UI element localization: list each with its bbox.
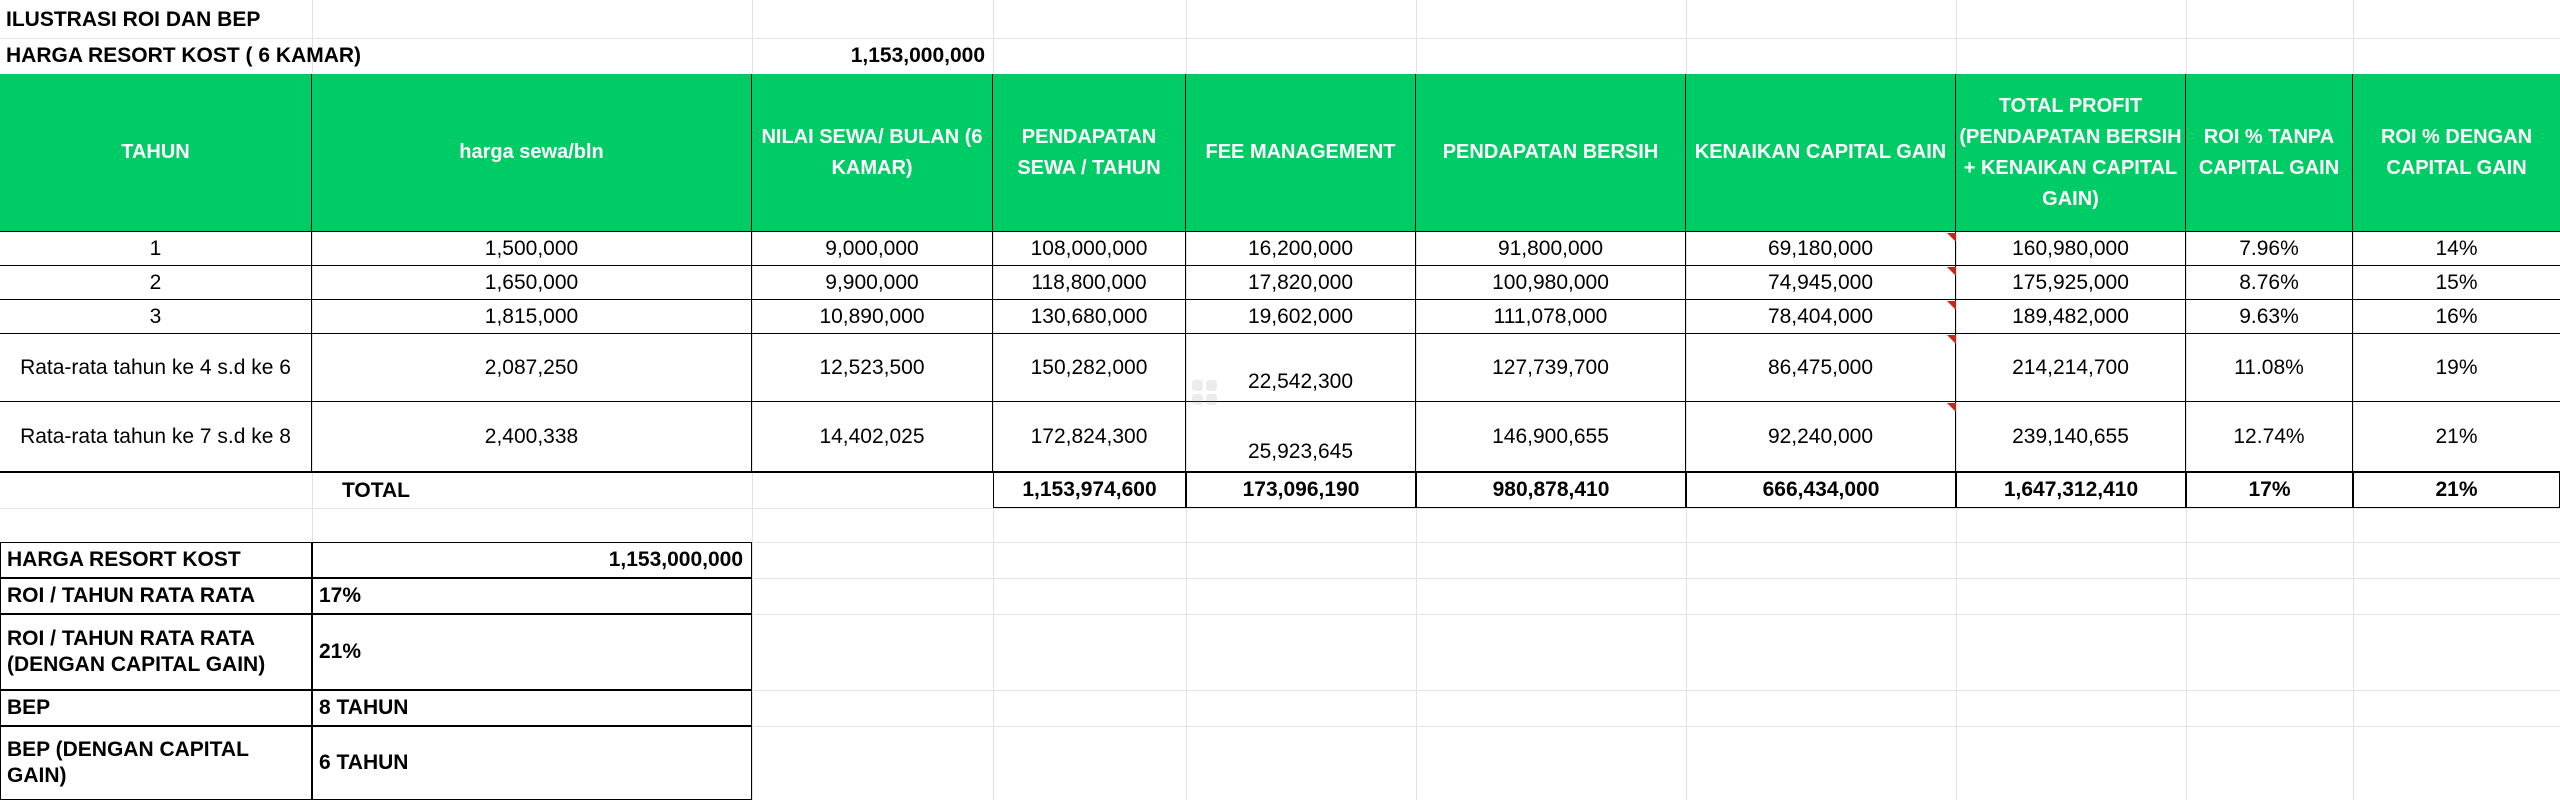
sheet-title[interactable]: ILUSTRASI ROI DAN BEP xyxy=(6,8,261,31)
summary-label[interactable]: BEP (DENGAN CAPITAL GAIN) xyxy=(0,726,312,800)
cell-nilai-sewa-bulan[interactable]: 10,890,000 xyxy=(752,300,993,334)
watermark-logo-icon xyxy=(1192,380,1218,406)
header-nilai-sewa-bulan[interactable]: NILAI SEWA/ BULAN (6 KAMAR) xyxy=(752,74,993,232)
total-roi-dengan[interactable]: 21% xyxy=(2353,472,2560,508)
cell-roi-tanpa-capital-gain[interactable]: 7.96% xyxy=(2186,232,2353,266)
header-harga-sewa-bln[interactable]: harga sewa/bln xyxy=(312,74,752,232)
header-pendapatan-bersih[interactable]: PENDAPATAN BERSIH xyxy=(1416,74,1686,232)
comment-marker-icon[interactable] xyxy=(1947,267,1956,276)
cell-tahun[interactable]: 1 xyxy=(0,232,312,266)
cell-tahun[interactable]: Rata-rata tahun ke 7 s.d ke 8 xyxy=(0,402,312,472)
cell-nilai-sewa-bulan[interactable]: 12,523,500 xyxy=(752,334,993,402)
cell-nilai-sewa-bulan[interactable]: 9,900,000 xyxy=(752,266,993,300)
cell-tahun[interactable]: Rata-rata tahun ke 4 s.d ke 6 xyxy=(0,334,312,402)
total-capital-gain[interactable]: 666,434,000 xyxy=(1686,472,1956,508)
summary-value[interactable]: 21% xyxy=(312,614,752,690)
header-roi-dengan-capital-gain[interactable]: ROI % DENGAN CAPITAL GAIN xyxy=(2353,74,2560,232)
header-tahun[interactable]: TAHUN xyxy=(0,74,312,232)
cell-roi-tanpa-capital-gain[interactable]: 11.08% xyxy=(2186,334,2353,402)
header-pendapatan-sewa-tahun[interactable]: PENDAPATAN SEWA / TAHUN xyxy=(993,74,1186,232)
total-fee-management[interactable]: 173,096,190 xyxy=(1186,472,1416,508)
cell-kenaikan-capital-gain[interactable]: 92,240,000 xyxy=(1686,402,1956,472)
cell-fee-management[interactable]: 19,602,000 xyxy=(1186,300,1416,334)
summary-value[interactable]: 8 TAHUN xyxy=(312,690,752,726)
header-roi-tanpa-capital-gain[interactable]: ROI % TANPA CAPITAL GAIN xyxy=(2186,74,2353,232)
header-kenaikan-capital-gain[interactable]: KENAIKAN CAPITAL GAIN xyxy=(1686,74,1956,232)
summary-value[interactable]: 6 TAHUN xyxy=(312,726,752,800)
total-pendapatan-sewa[interactable]: 1,153,974,600 xyxy=(993,472,1186,508)
cell-total-profit[interactable]: 214,214,700 xyxy=(1956,334,2186,402)
total-pendapatan-bersih[interactable]: 980,878,410 xyxy=(1416,472,1686,508)
cell-roi-dengan-capital-gain[interactable]: 14% xyxy=(2353,232,2560,266)
cell-kenaikan-capital-gain[interactable]: 78,404,000 xyxy=(1686,300,1956,334)
cell-pendapatan-bersih[interactable]: 91,800,000 xyxy=(1416,232,1686,266)
total-roi-tanpa[interactable]: 17% xyxy=(2186,472,2353,508)
cell-total-profit[interactable]: 189,482,000 xyxy=(1956,300,2186,334)
cell-total-profit[interactable]: 175,925,000 xyxy=(1956,266,2186,300)
cell-harga-sewa-bln[interactable]: 1,650,000 xyxy=(312,266,752,300)
cell-tahun[interactable]: 3 xyxy=(0,300,312,334)
cell-fee-management[interactable]: 22,542,300 xyxy=(1186,334,1416,402)
cell-harga-sewa-bln[interactable]: 1,500,000 xyxy=(312,232,752,266)
comment-marker-icon[interactable] xyxy=(1947,233,1956,242)
cell-total-profit[interactable]: 160,980,000 xyxy=(1956,232,2186,266)
total-profit[interactable]: 1,647,312,410 xyxy=(1956,472,2186,508)
summary-label[interactable]: ROI / TAHUN RATA RATA (DENGAN CAPITAL GAIN) xyxy=(0,614,312,690)
cell-fee-management[interactable]: 16,200,000 xyxy=(1186,232,1416,266)
cell-nilai-sewa-bulan[interactable]: 14,402,025 xyxy=(752,402,993,472)
cell-fee-management[interactable]: 25,923,645 xyxy=(1186,402,1416,472)
cell-total-profit[interactable]: 239,140,655 xyxy=(1956,402,2186,472)
summary-label[interactable]: ROI / TAHUN RATA RATA xyxy=(0,578,312,614)
cell-roi-tanpa-capital-gain[interactable]: 12.74% xyxy=(2186,402,2353,472)
cell-roi-dengan-capital-gain[interactable]: 15% xyxy=(2353,266,2560,300)
cell-pendapatan-bersih[interactable]: 127,739,700 xyxy=(1416,334,1686,402)
summary-value[interactable]: 17% xyxy=(312,578,752,614)
price-value[interactable]: 1,153,000,000 xyxy=(850,44,985,67)
cell-harga-sewa-bln[interactable]: 2,087,250 xyxy=(312,334,752,402)
comment-marker-icon[interactable] xyxy=(1947,403,1956,412)
cell-pendapatan-sewa-tahun[interactable]: 150,282,000 xyxy=(993,334,1186,402)
total-empty-cell[interactable] xyxy=(752,472,993,508)
summary-label[interactable]: HARGA RESORT KOST xyxy=(0,542,312,578)
cell-pendapatan-bersih[interactable]: 146,900,655 xyxy=(1416,402,1686,472)
header-total-profit[interactable]: TOTAL PROFIT (PENDAPATAN BERSIH + KENAIKAN CAPITAL GAIN) xyxy=(1956,74,2186,232)
cell-pendapatan-bersih[interactable]: 100,980,000 xyxy=(1416,266,1686,300)
cell-harga-sewa-bln[interactable]: 1,815,000 xyxy=(312,300,752,334)
summary-value[interactable]: 1,153,000,000 xyxy=(312,542,752,578)
summary-label[interactable]: BEP xyxy=(0,690,312,726)
cell-pendapatan-sewa-tahun[interactable]: 172,824,300 xyxy=(993,402,1186,472)
cell-pendapatan-bersih[interactable]: 111,078,000 xyxy=(1416,300,1686,334)
cell-pendapatan-sewa-tahun[interactable]: 118,800,000 xyxy=(993,266,1186,300)
cell-roi-dengan-capital-gain[interactable]: 16% xyxy=(2353,300,2560,334)
cell-roi-dengan-capital-gain[interactable]: 21% xyxy=(2353,402,2560,472)
cell-kenaikan-capital-gain[interactable]: 69,180,000 xyxy=(1686,232,1956,266)
cell-tahun[interactable]: 2 xyxy=(0,266,312,300)
gridline xyxy=(0,508,2560,509)
cell-kenaikan-capital-gain[interactable]: 86,475,000 xyxy=(1686,334,1956,402)
header-fee-management[interactable]: FEE MANAGEMENT xyxy=(1186,74,1416,232)
cell-roi-tanpa-capital-gain[interactable]: 9.63% xyxy=(2186,300,2353,334)
cell-pendapatan-sewa-tahun[interactable]: 130,680,000 xyxy=(993,300,1186,334)
total-label[interactable]: TOTAL xyxy=(0,472,752,508)
cell-kenaikan-capital-gain[interactable]: 74,945,000 xyxy=(1686,266,1956,300)
comment-marker-icon[interactable] xyxy=(1947,301,1956,310)
cell-roi-dengan-capital-gain[interactable]: 19% xyxy=(2353,334,2560,402)
cell-nilai-sewa-bulan[interactable]: 9,000,000 xyxy=(752,232,993,266)
cell-roi-tanpa-capital-gain[interactable]: 8.76% xyxy=(2186,266,2353,300)
cell-harga-sewa-bln[interactable]: 2,400,338 xyxy=(312,402,752,472)
cell-fee-management[interactable]: 17,820,000 xyxy=(1186,266,1416,300)
comment-marker-icon[interactable] xyxy=(1947,335,1956,344)
price-label[interactable]: HARGA RESORT KOST ( 6 KAMAR) xyxy=(6,44,362,67)
cell-pendapatan-sewa-tahun[interactable]: 108,000,000 xyxy=(993,232,1186,266)
